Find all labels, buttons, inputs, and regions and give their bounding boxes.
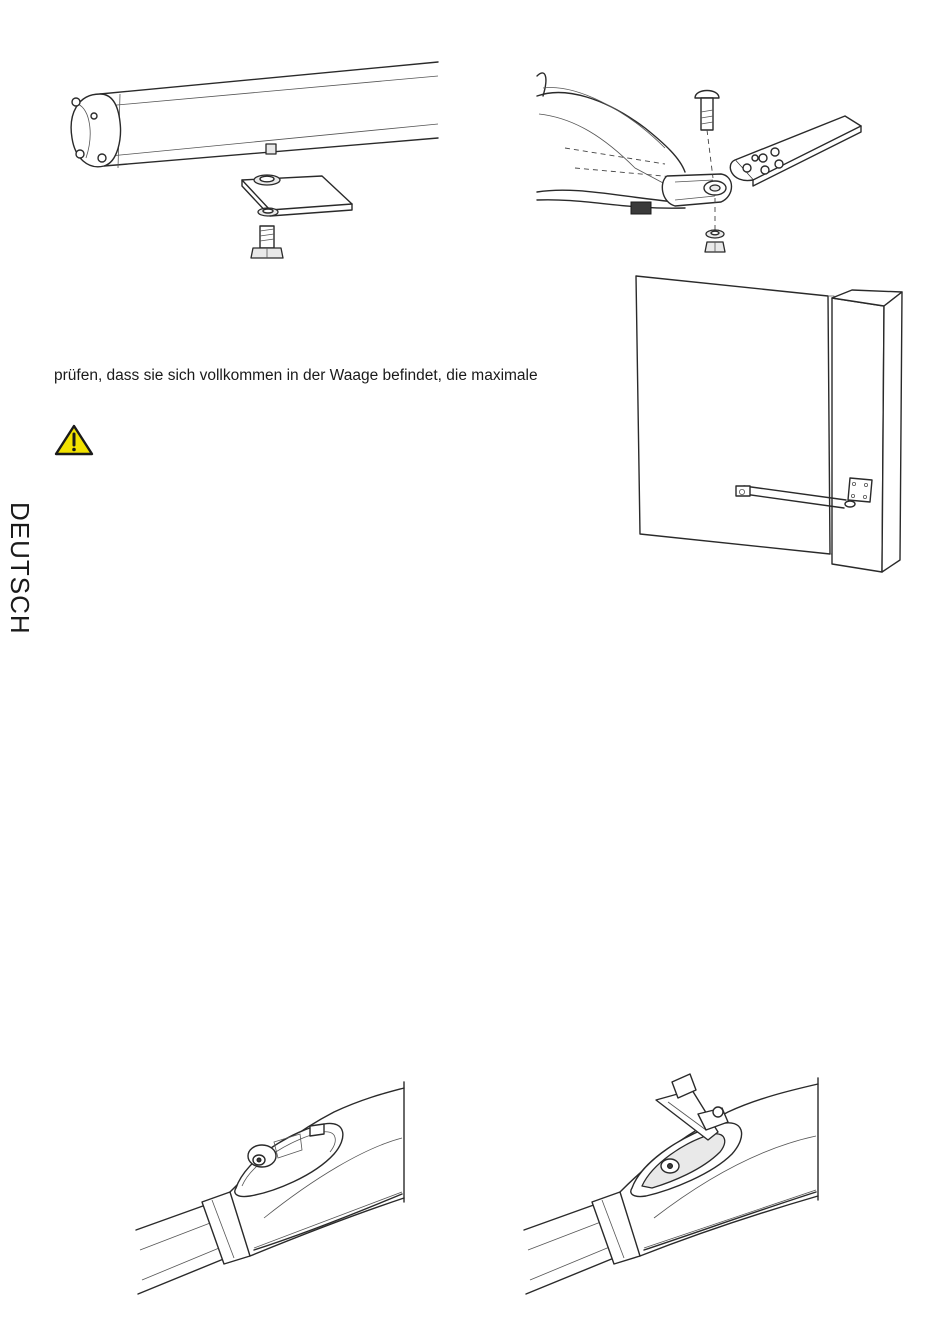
- figure-motor-bracket-bolt: [60, 58, 450, 268]
- warning-triangle-icon: [54, 424, 94, 456]
- instruction-paragraph: prüfen, dass sie sich vollkommen in der Waage befindet, die maximale: [54, 367, 538, 384]
- figure-arm-bracket-pin: [535, 68, 870, 268]
- figure-release-cover-open: [522, 1060, 832, 1300]
- language-side-label: DEUTSCH: [5, 502, 35, 635]
- figure-gate-pillar-mounting: [632, 272, 907, 577]
- figure-release-cover-closed: [134, 1078, 419, 1303]
